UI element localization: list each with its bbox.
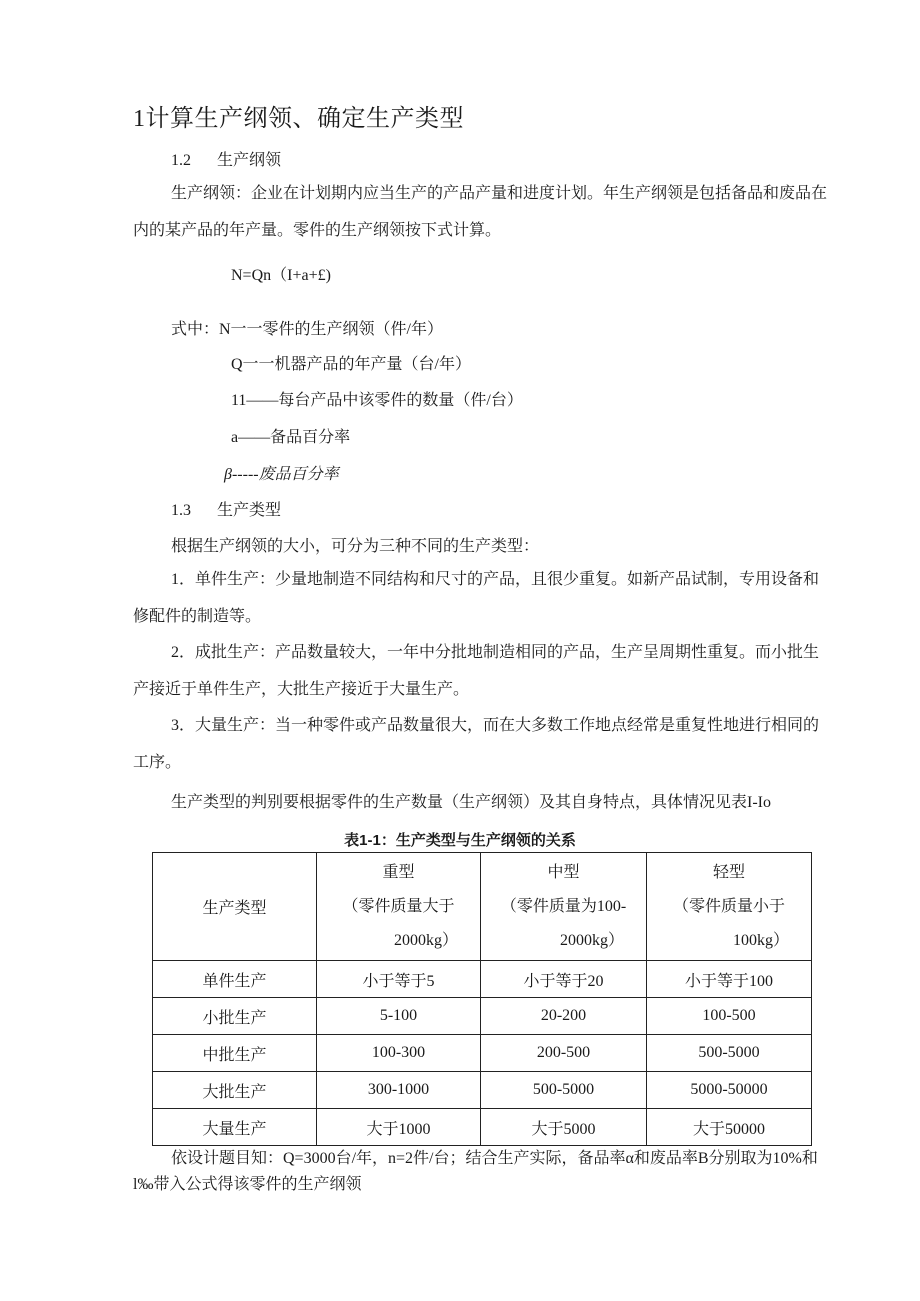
production-type-table — [152, 852, 812, 1146]
row-value-cell: 100-300 — [317, 1035, 481, 1072]
table-row — [153, 998, 812, 1035]
row-value-cell: 小于等于5 — [317, 961, 481, 998]
table-header-row — [153, 853, 812, 961]
section-number: 1.3 — [171, 502, 191, 519]
row-value-cell: 200-500 — [481, 1035, 647, 1072]
list-item-batch: 2．成批生产：产品数量较大，一年中分批地制造相同的产品，生产呈周期性重复。而小批生产接近于单件生产，大批生产接近于大量生产。 — [133, 644, 820, 698]
row-value-cell: 20-200 — [481, 998, 647, 1035]
header-col-desc: （零件质量大于 — [342, 897, 455, 915]
header-cell-heavy — [317, 853, 481, 961]
definition-paragraph: 生产纲领：企业在计划期内应当生产的产品产量和进度计划。年生产纲领是包括备品和废品在内的某产品的年产量。零件的生产纲领按下式计算。 — [133, 185, 828, 239]
row-type-cell: 中批生产 — [153, 1035, 317, 1072]
table-row — [153, 1109, 812, 1146]
table-row — [153, 1035, 812, 1072]
section-title: 生产类型 — [217, 502, 282, 519]
where-line-n: 式中：N一一零件的生产纲领（件/年） — [171, 321, 444, 338]
header-col-name: 中型 — [547, 863, 580, 881]
table-caption: 表1-1：生产类型与生产纲领的关系 — [344, 832, 576, 849]
list-item-single: 1．单件生产：少量地制造不同结构和尺寸的产品，且很少重复。如新产品试制，专用设备和修配件的制造等。 — [133, 571, 820, 625]
chapter-heading: 1计算生产纲领、确定生产类型 — [133, 106, 464, 132]
intro-paragraph: 根据生产纲领的大小，可分为三种不同的生产类型： — [171, 538, 540, 555]
judge-paragraph: 生产类型的判别要根据零件的生产数量（生产纲领）及其自身特点，具体情况见表I-Io — [171, 794, 771, 811]
row-value-cell: 5000-50000 — [647, 1072, 812, 1109]
row-value-cell: 500-5000 — [481, 1072, 647, 1109]
row-value-cell: 大于50000 — [647, 1109, 812, 1146]
section-heading-1-2 — [171, 147, 281, 170]
row-value-cell: 5-100 — [317, 998, 481, 1035]
row-value-cell: 300-1000 — [317, 1072, 481, 1109]
list-item-mass: 3．大量生产：当一种零件或产品数量很大，而在大多数工作地点经常是重复性地进行相同的工序。 — [133, 717, 820, 771]
row-value-cell: 小于等于20 — [481, 961, 647, 998]
where-line-q: Q一一机器产品的年产量（台/年） — [231, 356, 472, 373]
header-cell-medium — [481, 853, 647, 961]
header-col-desc: （零件质量为100- — [500, 897, 627, 915]
header-col-desc-2: 2000kg） — [559, 931, 624, 949]
section-heading-1-3 — [171, 497, 281, 520]
formula: N=Qn（I+a+£) — [231, 267, 331, 284]
row-value-cell: 小于等于100 — [647, 961, 812, 998]
table-row — [153, 1072, 812, 1109]
section-number: 1.2 — [171, 152, 191, 169]
header-cell-light — [647, 853, 812, 961]
header-cell-type: 生产类型 — [153, 853, 317, 961]
row-type-cell: 单件生产 — [153, 961, 317, 998]
section-title: 生产纲领 — [217, 152, 282, 169]
where-line-alpha: a——备品百分率 — [231, 429, 351, 446]
header-col-name: 轻型 — [712, 863, 745, 881]
header-col-desc-2: 2000kg） — [393, 931, 458, 949]
header-col-desc-2: 100kg） — [732, 931, 789, 949]
row-value-cell: 100-500 — [647, 998, 812, 1035]
where-line-beta: β-----废品百分率 — [224, 466, 339, 483]
footer-paragraph: 依设计题目知：Q=3000台/年，n=2件/台；结合生产实际，备品率α和废品率B分别取为10%和l‰带入公式得该零件的生产纲领 — [133, 1150, 818, 1193]
header-col-name: 重型 — [382, 863, 415, 881]
table-row — [153, 961, 812, 998]
row-value-cell: 大于5000 — [481, 1109, 647, 1146]
row-value-cell: 500-5000 — [647, 1035, 812, 1072]
row-value-cell: 大于1000 — [317, 1109, 481, 1146]
row-type-cell: 小批生产 — [153, 998, 317, 1035]
row-type-cell: 大量生产 — [153, 1109, 317, 1146]
row-type-cell: 大批生产 — [153, 1072, 317, 1109]
header-col-desc: （零件质量小于 — [672, 897, 785, 915]
where-line-n-count: 11——每台产品中该零件的数量（件/台） — [231, 392, 523, 409]
